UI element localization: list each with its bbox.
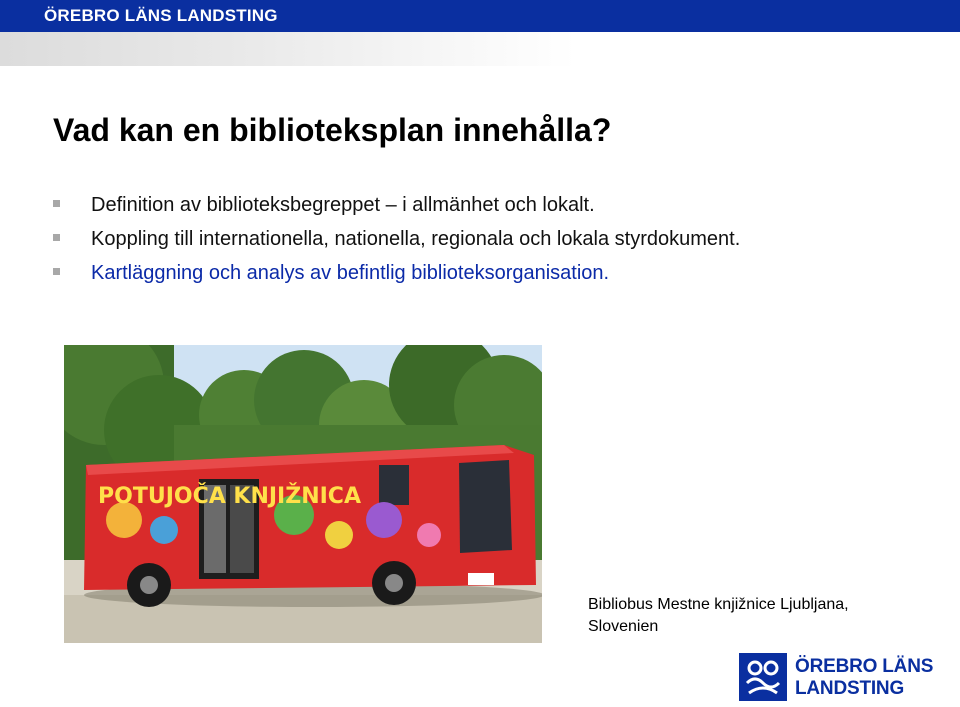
bullet-square-icon <box>53 234 60 241</box>
caption-line-2: Slovenien <box>588 618 659 635</box>
logo-text-line-2: LANDSTING <box>795 678 905 699</box>
footer-logo <box>739 653 939 703</box>
header-brand: ÖREBRO LÄNS LANDSTING <box>44 6 278 25</box>
bullet-text: Koppling till internationella, nationella, regionala och lokala styrdokument. <box>91 228 741 250</box>
bus-banner-text: POTUJOČA KNJIŽNICA <box>98 484 361 509</box>
photo-caption <box>588 594 928 638</box>
bus-photo <box>64 345 542 643</box>
header-shade <box>0 32 960 66</box>
slide-title: Vad kan en biblioteksplan innehålla? <box>53 112 612 148</box>
landsting-logo-icon <box>739 653 787 701</box>
logo-text-line-1: ÖREBRO LÄNS <box>795 656 934 677</box>
bullet-text: Definition av biblioteksbegreppet – i allmänhet och lokalt. <box>91 194 595 216</box>
bullet-square-icon <box>53 200 60 207</box>
caption-line-1: Bibliobus Mestne knjižnice Ljubljana, <box>588 596 849 613</box>
header-bar <box>0 0 960 32</box>
bullet-text: Kartläggning och analys av befintlig biblioteksorganisation. <box>91 262 610 284</box>
bullet-square-icon <box>53 268 60 275</box>
